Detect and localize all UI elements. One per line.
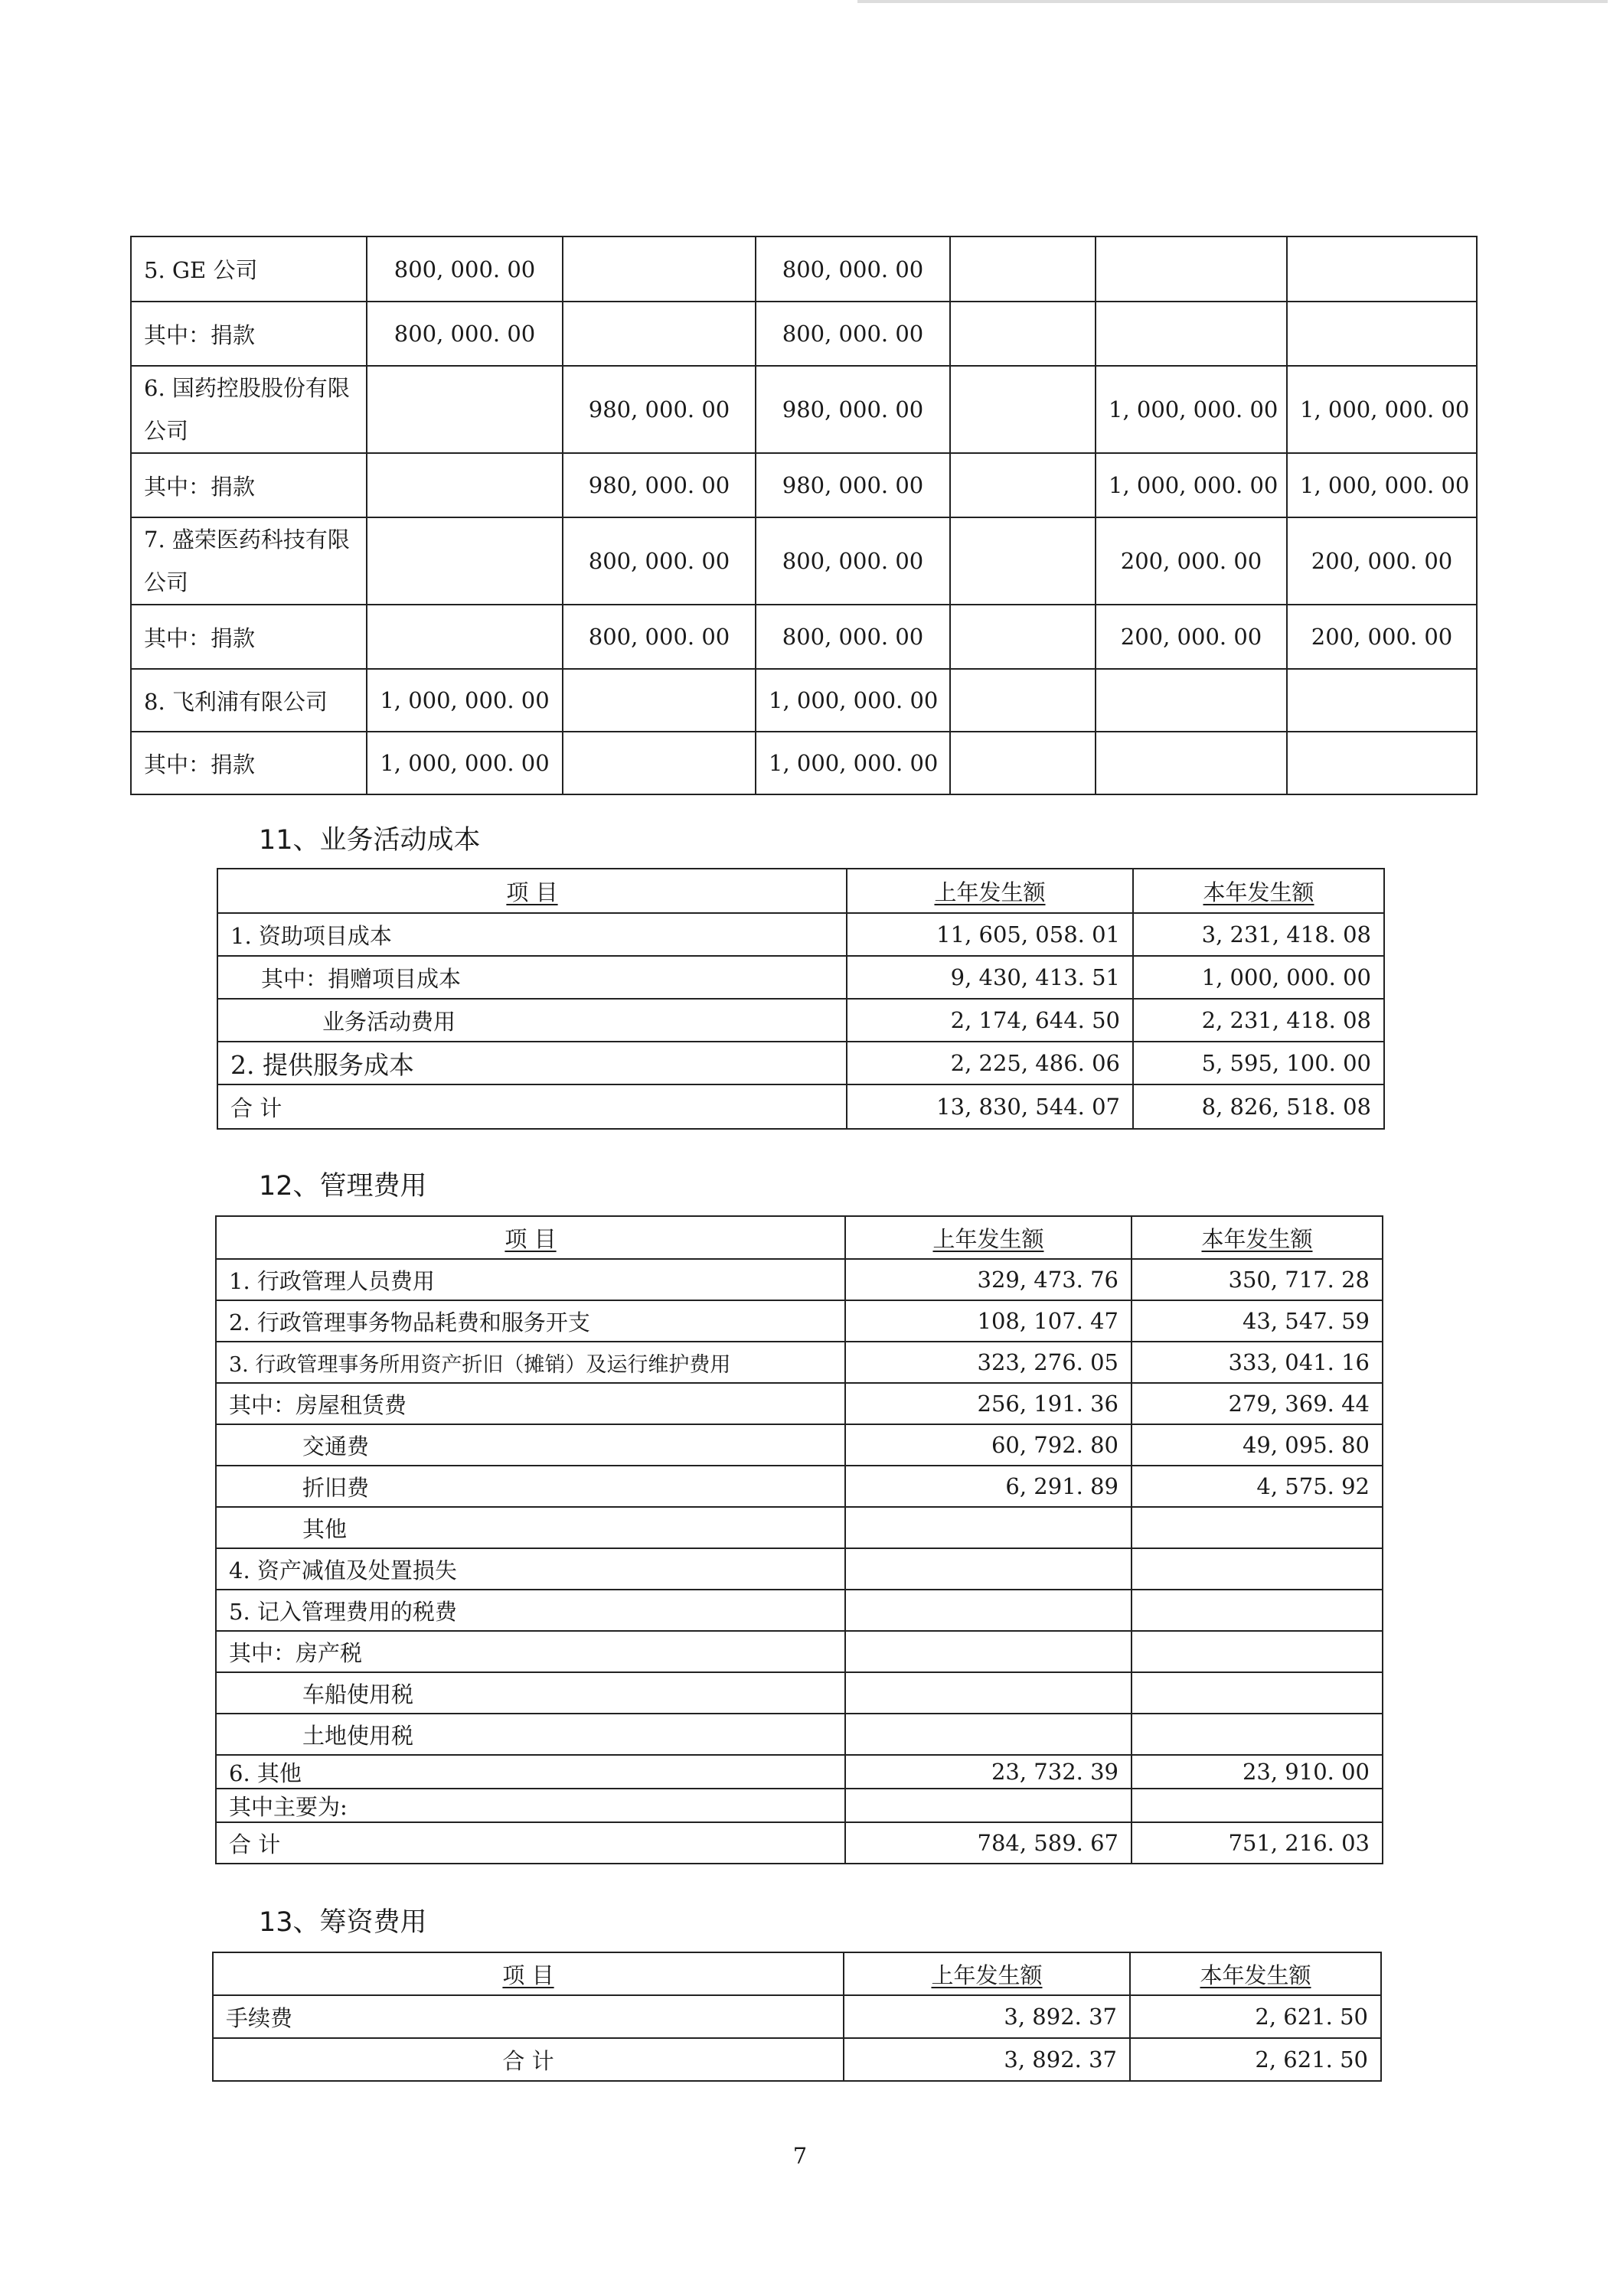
header-prev: 上年发生额 — [847, 869, 1133, 913]
row-curr — [1132, 1714, 1383, 1755]
donor-col6: 200, 000. 00 — [1287, 517, 1477, 605]
table-row — [216, 1789, 1383, 1822]
donor-col4 — [950, 605, 1096, 669]
donor-name: 其中：捐款 — [131, 605, 367, 669]
donor-name: 其中：捐款 — [131, 302, 367, 366]
table-row — [216, 1259, 1383, 1300]
donor-col5: 200, 000. 00 — [1096, 517, 1287, 605]
donor-col2: 800, 000. 00 — [563, 517, 756, 605]
donor-col3: 800, 000. 00 — [756, 236, 950, 302]
header-prev: 上年发生额 — [845, 1216, 1132, 1259]
table-header-row — [213, 1952, 1381, 1995]
donor-row — [131, 366, 1477, 453]
row-item: 手续费 — [213, 1995, 844, 2038]
table-row — [213, 1995, 1381, 2038]
donor-col6: 200, 000. 00 — [1287, 605, 1477, 669]
donor-col2 — [563, 669, 756, 732]
row-curr: 350, 717. 28 — [1132, 1259, 1383, 1300]
donor-col3: 800, 000. 00 — [756, 605, 950, 669]
row-prev: 11, 605, 058. 01 — [847, 913, 1133, 956]
table-row — [216, 1342, 1383, 1383]
donor-col6 — [1287, 669, 1477, 732]
row-item: 其中：捐赠项目成本 — [217, 956, 847, 999]
row-prev — [845, 1631, 1132, 1672]
donor-col5 — [1096, 302, 1287, 366]
row-prev: 2, 225, 486. 06 — [847, 1042, 1133, 1084]
row-item: 其中：房屋租赁费 — [216, 1383, 845, 1424]
donor-col5 — [1096, 732, 1287, 794]
table-row-total — [213, 2038, 1381, 2081]
donor-col6 — [1287, 302, 1477, 366]
table-row — [217, 999, 1384, 1042]
donor-col6: 1, 000, 000. 00 — [1287, 366, 1477, 453]
donor-col5: 1, 000, 000. 00 — [1096, 453, 1287, 517]
row-prev: 784, 589. 67 — [845, 1822, 1132, 1864]
row-prev: 13, 830, 544. 07 — [847, 1084, 1133, 1129]
donor-col3: 800, 000. 00 — [756, 302, 950, 366]
row-item: 5. 记入管理费用的税费 — [216, 1590, 845, 1631]
donor-name: 8. 飞利浦有限公司 — [131, 669, 367, 732]
row-curr: 4, 575. 92 — [1132, 1466, 1383, 1507]
row-item: 合 计 — [213, 2038, 844, 2081]
row-prev: 3, 892. 37 — [844, 1995, 1130, 2038]
donor-col4 — [950, 669, 1096, 732]
header-curr: 本年发生额 — [1130, 1952, 1381, 1995]
donor-col4 — [950, 517, 1096, 605]
table-header-row — [217, 869, 1384, 913]
row-prev — [845, 1714, 1132, 1755]
row-item: 其中：房产税 — [216, 1631, 845, 1672]
row-item: 其中主要为: — [216, 1789, 845, 1822]
header-curr: 本年发生额 — [1133, 869, 1384, 913]
row-curr: 2, 621. 50 — [1130, 1995, 1381, 2038]
row-curr: 333, 041. 16 — [1132, 1342, 1383, 1383]
table-row — [216, 1631, 1383, 1672]
row-item: 折旧费 — [216, 1466, 845, 1507]
donor-col2: 980, 000. 00 — [563, 453, 756, 517]
donor-col3: 980, 000. 00 — [756, 366, 950, 453]
donor-name: 其中：捐款 — [131, 453, 367, 517]
row-curr: 49, 095. 80 — [1132, 1424, 1383, 1466]
row-prev: 23, 732. 39 — [845, 1755, 1132, 1789]
row-curr — [1132, 1507, 1383, 1548]
table-row — [216, 1300, 1383, 1342]
table-row — [216, 1466, 1383, 1507]
donor-col3: 1, 000, 000. 00 — [756, 732, 950, 794]
donor-col1: 1, 000, 000. 00 — [367, 669, 563, 732]
table-row — [217, 956, 1384, 999]
donor-col1 — [367, 517, 563, 605]
donor-col1 — [367, 366, 563, 453]
table-row — [217, 1042, 1384, 1084]
row-curr — [1132, 1548, 1383, 1590]
donor-col5 — [1096, 236, 1287, 302]
scan-edge-line — [857, 0, 1608, 3]
donor-col2: 980, 000. 00 — [563, 366, 756, 453]
donor-col2 — [563, 732, 756, 794]
row-prev: 9, 430, 413. 51 — [847, 956, 1133, 999]
row-prev — [845, 1672, 1132, 1714]
donor-name: 5. GE 公司 — [131, 236, 367, 302]
donor-col1: 800, 000. 00 — [367, 236, 563, 302]
table-row — [216, 1424, 1383, 1466]
table-row — [216, 1590, 1383, 1631]
donor-col5: 200, 000. 00 — [1096, 605, 1287, 669]
donor-col6: 1, 000, 000. 00 — [1287, 453, 1477, 517]
donor-name: 6. 国药控股股份有限公司 — [131, 366, 367, 453]
donor-row — [131, 453, 1477, 517]
donor-name: 其中：捐款 — [131, 732, 367, 794]
row-prev: 323, 276. 05 — [845, 1342, 1132, 1383]
donor-col3: 1, 000, 000. 00 — [756, 669, 950, 732]
row-item: 合 计 — [216, 1822, 845, 1864]
table-row — [217, 913, 1384, 956]
row-prev — [845, 1590, 1132, 1631]
row-prev — [845, 1789, 1132, 1822]
table-row-total — [217, 1084, 1384, 1129]
donor-row — [131, 669, 1477, 732]
section-11-title: 11、业务活动成本 — [259, 825, 481, 856]
row-curr: 5, 595, 100. 00 — [1133, 1042, 1384, 1084]
financing-expense-table — [212, 1952, 1382, 2082]
donor-col1: 1, 000, 000. 00 — [367, 732, 563, 794]
donor-col6 — [1287, 236, 1477, 302]
row-item: 其他 — [216, 1507, 845, 1548]
header-item: 项 目 — [213, 1952, 844, 1995]
donor-col5: 1, 000, 000. 00 — [1096, 366, 1287, 453]
row-item: 1. 资助项目成本 — [217, 913, 847, 956]
donor-col4 — [950, 366, 1096, 453]
row-curr: 43, 547. 59 — [1132, 1300, 1383, 1342]
table-row — [216, 1672, 1383, 1714]
donor-col3: 980, 000. 00 — [756, 453, 950, 517]
row-curr: 751, 216. 03 — [1132, 1822, 1383, 1864]
header-curr: 本年发生额 — [1132, 1216, 1383, 1259]
row-curr: 3, 231, 418. 08 — [1133, 913, 1384, 956]
donor-col1 — [367, 453, 563, 517]
row-curr: 2, 231, 418. 08 — [1133, 999, 1384, 1042]
row-prev: 256, 191. 36 — [845, 1383, 1132, 1424]
donor-col1 — [367, 605, 563, 669]
section-12-title: 12、管理费用 — [259, 1171, 427, 1202]
section-13-title: 13、筹资费用 — [259, 1907, 427, 1938]
row-prev: 2, 174, 644. 50 — [847, 999, 1133, 1042]
donor-row — [131, 236, 1477, 302]
row-item: 1. 行政管理人员费用 — [216, 1259, 845, 1300]
row-curr: 1, 000, 000. 00 — [1133, 956, 1384, 999]
donor-col1: 800, 000. 00 — [367, 302, 563, 366]
donor-col6 — [1287, 732, 1477, 794]
row-curr — [1132, 1672, 1383, 1714]
table-header-row — [216, 1216, 1383, 1259]
table-row — [216, 1548, 1383, 1590]
row-prev: 3, 892. 37 — [844, 2038, 1130, 2081]
row-item: 6. 其他 — [216, 1755, 845, 1789]
row-prev: 329, 473. 76 — [845, 1259, 1132, 1300]
row-item: 2. 提供服务成本 — [217, 1042, 847, 1084]
donor-name: 7. 盛荣医药科技有限公司 — [131, 517, 367, 605]
header-prev: 上年发生额 — [844, 1952, 1130, 1995]
header-item: 项 目 — [217, 869, 847, 913]
row-curr — [1132, 1789, 1383, 1822]
donor-row — [131, 517, 1477, 605]
row-prev: 108, 107. 47 — [845, 1300, 1132, 1342]
donor-col2 — [563, 302, 756, 366]
row-item: 2. 行政管理事务物品耗费和服务开支 — [216, 1300, 845, 1342]
row-prev: 6, 291. 89 — [845, 1466, 1132, 1507]
page-number: 7 — [792, 2143, 808, 2169]
row-curr: 279, 369. 44 — [1132, 1383, 1383, 1424]
table-row — [216, 1383, 1383, 1424]
management-expense-table — [215, 1215, 1383, 1864]
row-prev — [845, 1548, 1132, 1590]
row-item: 交通费 — [216, 1424, 845, 1466]
row-curr: 8, 826, 518. 08 — [1133, 1084, 1384, 1129]
row-item: 土地使用税 — [216, 1714, 845, 1755]
donor-table — [130, 236, 1478, 795]
row-prev: 60, 792. 80 — [845, 1424, 1132, 1466]
row-curr: 23, 910. 00 — [1132, 1755, 1383, 1789]
table-row — [216, 1507, 1383, 1548]
row-item: 车船使用税 — [216, 1672, 845, 1714]
header-item: 项 目 — [216, 1216, 845, 1259]
donor-row — [131, 732, 1477, 794]
row-item: 合 计 — [217, 1084, 847, 1129]
row-prev — [845, 1507, 1132, 1548]
donor-col5 — [1096, 669, 1287, 732]
donor-col4 — [950, 302, 1096, 366]
donor-col4 — [950, 453, 1096, 517]
table-row-total — [216, 1822, 1383, 1864]
row-curr — [1132, 1631, 1383, 1672]
donor-col3: 800, 000. 00 — [756, 517, 950, 605]
row-curr: 2, 621. 50 — [1130, 2038, 1381, 2081]
donor-col2 — [563, 236, 756, 302]
business-cost-table — [217, 868, 1385, 1130]
donor-row — [131, 302, 1477, 366]
donor-col4 — [950, 732, 1096, 794]
donor-row — [131, 605, 1477, 669]
row-curr — [1132, 1590, 1383, 1631]
row-item: 业务活动费用 — [217, 999, 847, 1042]
table-row — [216, 1755, 1383, 1789]
row-item: 4. 资产减值及处置损失 — [216, 1548, 845, 1590]
row-item: 3. 行政管理事务所用资产折旧（摊销）及运行维护费用 — [216, 1342, 845, 1383]
table-row — [216, 1714, 1383, 1755]
donor-col4 — [950, 236, 1096, 302]
donor-col2: 800, 000. 00 — [563, 605, 756, 669]
